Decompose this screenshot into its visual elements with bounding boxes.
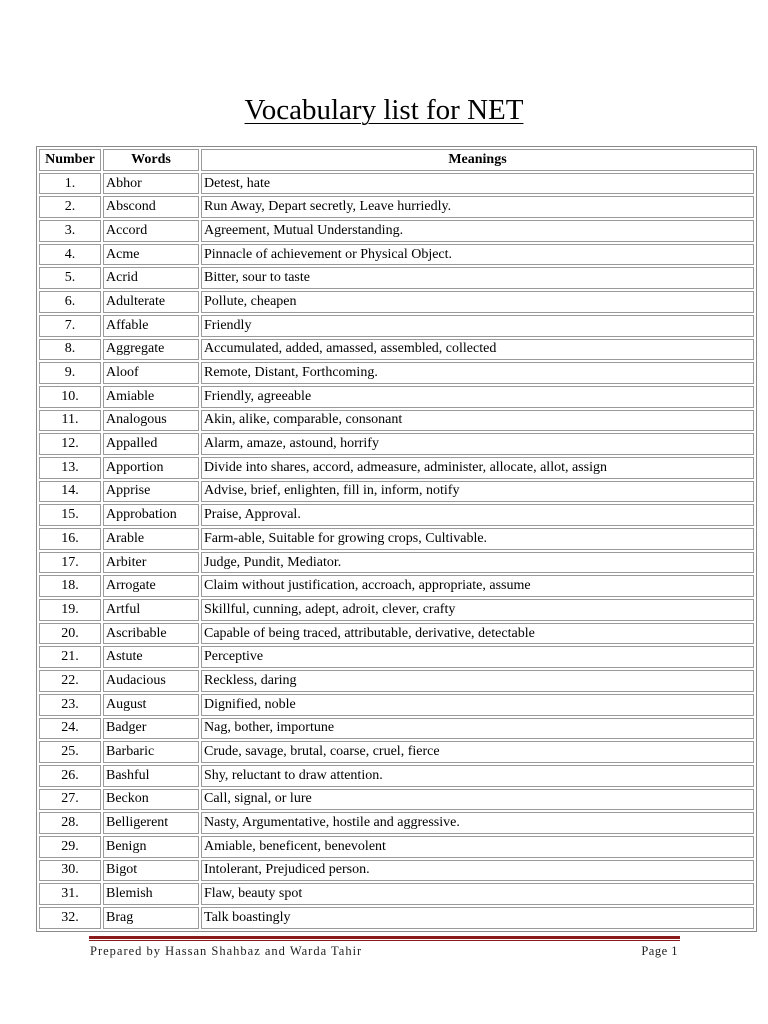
row-meaning: Run Away, Depart secretly, Leave hurriedly.	[201, 196, 754, 218]
footer-credit: Prepared by Hassan Shahbaz and Warda Tahir	[90, 944, 363, 958]
row-number: 18.	[39, 575, 101, 597]
row-meaning: Flaw, beauty spot	[201, 883, 754, 905]
table-row	[39, 196, 754, 218]
row-meaning: Pollute, cheapen	[201, 291, 754, 313]
row-word: Barbaric	[103, 741, 199, 763]
header-meanings: Meanings	[201, 149, 754, 171]
row-word: Abhor	[103, 173, 199, 195]
row-number: 20.	[39, 623, 101, 645]
row-number: 30.	[39, 860, 101, 882]
row-number: 4.	[39, 244, 101, 266]
row-meaning: Detest, hate	[201, 173, 754, 195]
row-number: 2.	[39, 196, 101, 218]
table-row	[39, 457, 754, 479]
table-row	[39, 694, 754, 716]
row-word: Badger	[103, 718, 199, 740]
table-row	[39, 339, 754, 361]
row-word: Apprise	[103, 481, 199, 503]
row-number: 10.	[39, 386, 101, 408]
table-row	[39, 362, 754, 384]
row-word: Amiable	[103, 386, 199, 408]
row-meaning: Perceptive	[201, 646, 754, 668]
row-number: 22.	[39, 670, 101, 692]
row-word: Beckon	[103, 789, 199, 811]
table-row	[39, 789, 754, 811]
row-meaning: Skillful, cunning, adept, adroit, clever, crafty	[201, 599, 754, 621]
row-number: 9.	[39, 362, 101, 384]
row-word: Astute	[103, 646, 199, 668]
row-word: Acrid	[103, 267, 199, 289]
row-meaning: Crude, savage, brutal, coarse, cruel, fierce	[201, 741, 754, 763]
table-row	[39, 812, 754, 834]
table-row	[39, 741, 754, 763]
row-number: 27.	[39, 789, 101, 811]
table-row	[39, 386, 754, 408]
row-meaning: Friendly	[201, 315, 754, 337]
table-row	[39, 907, 754, 929]
row-number: 3.	[39, 220, 101, 242]
row-number: 8.	[39, 339, 101, 361]
row-number: 23.	[39, 694, 101, 716]
row-word: Abscond	[103, 196, 199, 218]
row-word: Ascribable	[103, 623, 199, 645]
page-number: Page 1	[641, 944, 678, 958]
row-meaning: Akin, alike, comparable, consonant	[201, 410, 754, 432]
table-row	[39, 623, 754, 645]
row-meaning: Nasty, Argumentative, hostile and aggressive.	[201, 812, 754, 834]
row-number: 12.	[39, 433, 101, 455]
table-header-row	[39, 149, 754, 171]
footer-rule-thin	[89, 940, 680, 941]
row-number: 21.	[39, 646, 101, 668]
row-number: 26.	[39, 765, 101, 787]
row-meaning: Dignified, noble	[201, 694, 754, 716]
row-meaning: Capable of being traced, attributable, derivative, detectable	[201, 623, 754, 645]
row-word: Belligerent	[103, 812, 199, 834]
table-row	[39, 599, 754, 621]
table-row	[39, 267, 754, 289]
row-word: Arrogate	[103, 575, 199, 597]
page-title: Vocabulary list for NET	[244, 94, 524, 126]
row-number: 16.	[39, 528, 101, 550]
row-word: Accord	[103, 220, 199, 242]
table-row	[39, 504, 754, 526]
row-word: Appalled	[103, 433, 199, 455]
row-meaning: Divide into shares, accord, admeasure, administer, allocate, allot, assign	[201, 457, 754, 479]
row-meaning: Remote, Distant, Forthcoming.	[201, 362, 754, 384]
table-row	[39, 315, 754, 337]
row-meaning: Praise, Approval.	[201, 504, 754, 526]
footer-rule	[89, 936, 680, 939]
row-meaning: Judge, Pundit, Mediator.	[201, 552, 754, 574]
row-number: 6.	[39, 291, 101, 313]
row-meaning: Pinnacle of achievement or Physical Object.	[201, 244, 754, 266]
row-word: Bigot	[103, 860, 199, 882]
row-meaning: Advise, brief, enlighten, fill in, inform, notify	[201, 481, 754, 503]
row-meaning: Amiable, beneficent, benevolent	[201, 836, 754, 858]
row-number: 15.	[39, 504, 101, 526]
row-number: 14.	[39, 481, 101, 503]
row-meaning: Accumulated, added, amassed, assembled, collected	[201, 339, 754, 361]
row-word: Benign	[103, 836, 199, 858]
table-row	[39, 244, 754, 266]
row-word: Arbiter	[103, 552, 199, 574]
row-word: Apportion	[103, 457, 199, 479]
table-row	[39, 646, 754, 668]
row-number: 1.	[39, 173, 101, 195]
row-meaning: Claim without justification, accroach, appropriate, assume	[201, 575, 754, 597]
row-meaning: Shy, reluctant to draw attention.	[201, 765, 754, 787]
row-meaning: Bitter, sour to taste	[201, 267, 754, 289]
row-word: Bashful	[103, 765, 199, 787]
row-word: Adulterate	[103, 291, 199, 313]
row-number: 29.	[39, 836, 101, 858]
row-word: August	[103, 694, 199, 716]
table-row	[39, 528, 754, 550]
row-number: 13.	[39, 457, 101, 479]
table-row	[39, 718, 754, 740]
table-row	[39, 765, 754, 787]
row-number: 11.	[39, 410, 101, 432]
row-word: Brag	[103, 907, 199, 929]
row-word: Approbation	[103, 504, 199, 526]
table-row	[39, 173, 754, 195]
header-words: Words	[103, 149, 199, 171]
row-meaning: Friendly, agreeable	[201, 386, 754, 408]
row-number: 31.	[39, 883, 101, 905]
row-meaning: Intolerant, Prejudiced person.	[201, 860, 754, 882]
row-word: Acme	[103, 244, 199, 266]
row-word: Affable	[103, 315, 199, 337]
table-row	[39, 860, 754, 882]
table-row	[39, 433, 754, 455]
table-row	[39, 552, 754, 574]
row-number: 19.	[39, 599, 101, 621]
header-number: Number	[39, 149, 101, 171]
table-body	[39, 173, 754, 929]
vocabulary-table	[36, 146, 757, 932]
row-number: 24.	[39, 718, 101, 740]
table-row	[39, 575, 754, 597]
row-number: 32.	[39, 907, 101, 929]
row-meaning: Alarm, amaze, astound, horrify	[201, 433, 754, 455]
table-row	[39, 410, 754, 432]
row-word: Aloof	[103, 362, 199, 384]
row-number: 28.	[39, 812, 101, 834]
table-row	[39, 836, 754, 858]
table-row	[39, 670, 754, 692]
table-row	[39, 481, 754, 503]
row-meaning: Farm-able, Suitable for growing crops, Cultivable.	[201, 528, 754, 550]
row-meaning: Nag, bother, importune	[201, 718, 754, 740]
row-word: Audacious	[103, 670, 199, 692]
row-word: Analogous	[103, 410, 199, 432]
row-number: 7.	[39, 315, 101, 337]
row-word: Artful	[103, 599, 199, 621]
row-meaning: Call, signal, or lure	[201, 789, 754, 811]
table-row	[39, 220, 754, 242]
row-word: Blemish	[103, 883, 199, 905]
table-row	[39, 291, 754, 313]
row-word: Aggregate	[103, 339, 199, 361]
row-number: 25.	[39, 741, 101, 763]
row-word: Arable	[103, 528, 199, 550]
row-number: 5.	[39, 267, 101, 289]
row-meaning: Reckless, daring	[201, 670, 754, 692]
table-row	[39, 883, 754, 905]
row-meaning: Agreement, Mutual Understanding.	[201, 220, 754, 242]
row-number: 17.	[39, 552, 101, 574]
row-meaning: Talk boastingly	[201, 907, 754, 929]
